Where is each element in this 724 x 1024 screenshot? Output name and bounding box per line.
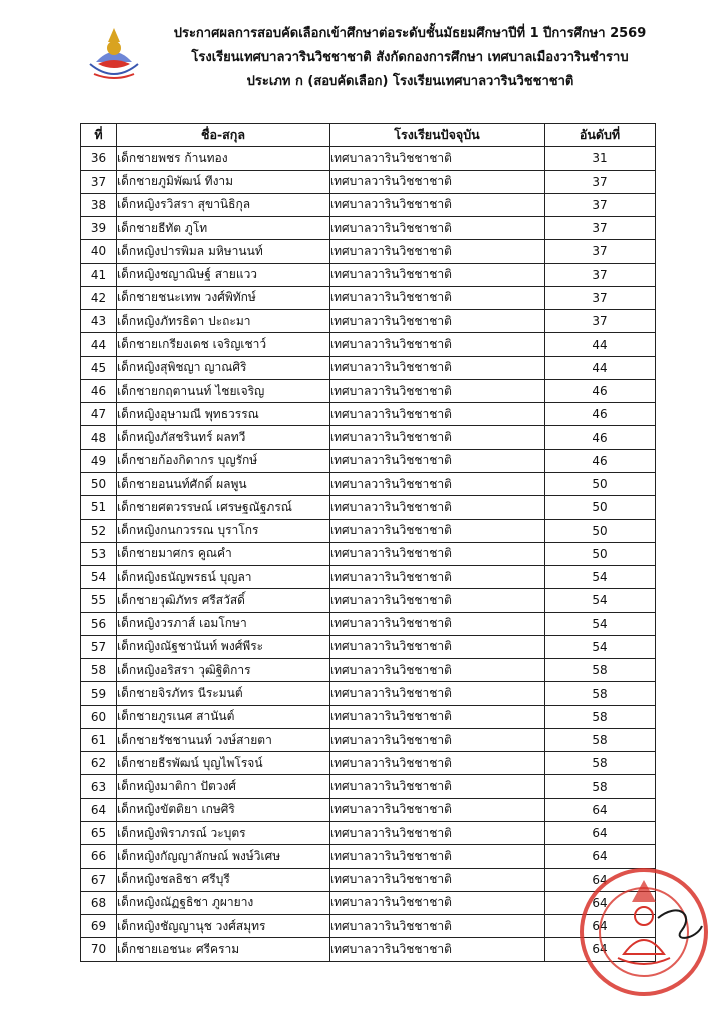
table-row xyxy=(81,728,656,751)
student-name: เด็กชายจิรภัทร นีระมนต์ xyxy=(117,682,330,705)
row-number: 58 xyxy=(81,659,117,682)
table-row xyxy=(81,938,656,961)
rank: 37 xyxy=(545,263,656,286)
current-school: เทศบาลวารินวิชชาชาติ xyxy=(330,379,545,402)
rank: 58 xyxy=(545,728,656,751)
table-row xyxy=(81,310,656,333)
row-number: 66 xyxy=(81,845,117,868)
row-number: 46 xyxy=(81,379,117,402)
row-number: 55 xyxy=(81,589,117,612)
rank: 46 xyxy=(545,403,656,426)
student-name: เด็กหญิงกนกวรรณ บุราโกร xyxy=(117,519,330,542)
table-row xyxy=(81,449,656,472)
current-school: เทศบาลวารินวิชชาชาติ xyxy=(330,868,545,891)
student-name: เด็กชายวุฒิภัทร ศรีสวัสดิ์ xyxy=(117,589,330,612)
table-row xyxy=(81,868,656,891)
rank: 44 xyxy=(545,356,656,379)
current-school: เทศบาลวารินวิชชาชาติ xyxy=(330,147,545,170)
current-school: เทศบาลวารินวิชชาชาติ xyxy=(330,589,545,612)
row-number: 65 xyxy=(81,821,117,844)
rank: 46 xyxy=(545,426,656,449)
rank: 50 xyxy=(545,472,656,495)
row-number: 57 xyxy=(81,635,117,658)
rank: 58 xyxy=(545,705,656,728)
column-header-school: โรงเรียนปัจจุบัน xyxy=(330,124,545,147)
current-school: เทศบาลวารินวิชชาชาติ xyxy=(330,472,545,495)
student-name: เด็กหญิงกัญญาลักษณ์ พงษ์วิเศษ xyxy=(117,845,330,868)
row-number: 45 xyxy=(81,356,117,379)
rank: 37 xyxy=(545,310,656,333)
rank: 64 xyxy=(545,868,656,891)
student-name: เด็กหญิงรวิสรา สุขานิธิกุล xyxy=(117,193,330,216)
current-school: เทศบาลวารินวิชชาชาติ xyxy=(330,635,545,658)
row-number: 69 xyxy=(81,915,117,938)
student-name: เด็กหญิงธนัญพรธน์ บุญลา xyxy=(117,566,330,589)
rank: 64 xyxy=(545,798,656,821)
student-name: เด็กหญิงภัสชรินทร์ ผลทวี xyxy=(117,426,330,449)
student-name: เด็กหญิงชลธิชา ศรีบุรี xyxy=(117,868,330,891)
table-row xyxy=(81,659,656,682)
row-number: 38 xyxy=(81,193,117,216)
row-number: 37 xyxy=(81,170,117,193)
rank: 37 xyxy=(545,217,656,240)
table-row xyxy=(81,263,656,286)
current-school: เทศบาลวารินวิชชาชาติ xyxy=(330,659,545,682)
student-name: เด็กชายรัชชานนท์ วงษ์สายตา xyxy=(117,728,330,751)
announcement-header xyxy=(150,22,670,94)
row-number: 52 xyxy=(81,519,117,542)
table-row xyxy=(81,798,656,821)
rank: 54 xyxy=(545,612,656,635)
current-school: เทศบาลวารินวิชชาชาติ xyxy=(330,752,545,775)
table-row xyxy=(81,845,656,868)
current-school: เทศบาลวารินวิชชาชาติ xyxy=(330,845,545,868)
rank: 58 xyxy=(545,752,656,775)
student-name: เด็กหญิงณัฐชานันท์ พงศ์พีระ xyxy=(117,635,330,658)
table-row xyxy=(81,217,656,240)
table-row xyxy=(81,589,656,612)
row-number: 42 xyxy=(81,286,117,309)
rank: 37 xyxy=(545,240,656,263)
row-number: 49 xyxy=(81,449,117,472)
current-school: เทศบาลวารินวิชชาชาติ xyxy=(330,240,545,263)
rank: 58 xyxy=(545,775,656,798)
rank: 64 xyxy=(545,845,656,868)
current-school: เทศบาลวารินวิชชาชาติ xyxy=(330,449,545,472)
row-number: 36 xyxy=(81,147,117,170)
current-school: เทศบาลวารินวิชชาชาติ xyxy=(330,915,545,938)
row-number: 56 xyxy=(81,612,117,635)
row-number: 39 xyxy=(81,217,117,240)
row-number: 48 xyxy=(81,426,117,449)
row-number: 68 xyxy=(81,891,117,914)
header-line-3: ประเภท ก (สอบคัดเลือก) โรงเรียนเทศบาลวารินวิชชาชาติ xyxy=(246,74,574,89)
row-number: 59 xyxy=(81,682,117,705)
student-name: เด็กชายก้องกิดากร บุญรักษ์ xyxy=(117,449,330,472)
rank: 58 xyxy=(545,682,656,705)
row-number: 63 xyxy=(81,775,117,798)
header-line-2: โรงเรียนเทศบาลวารินวิชชาชาติ สังกัดกองการศึกษา เทศบาลเมืองวารินชำราบ xyxy=(191,50,629,65)
current-school: เทศบาลวารินวิชชาชาติ xyxy=(330,682,545,705)
student-name: เด็กหญิงวรภาส์ เอมโกษา xyxy=(117,612,330,635)
current-school: เทศบาลวารินวิชชาชาติ xyxy=(330,217,545,240)
student-name: เด็กชายธีรพัฒน์ บุญไพโรจน์ xyxy=(117,752,330,775)
current-school: เทศบาลวารินวิชชาชาติ xyxy=(330,263,545,286)
row-number: 61 xyxy=(81,728,117,751)
student-name: เด็กชายชนะเทพ วงศ์พิทักษ์ xyxy=(117,286,330,309)
row-number: 40 xyxy=(81,240,117,263)
current-school: เทศบาลวารินวิชชาชาติ xyxy=(330,938,545,961)
student-name: เด็กชายอนนท์ศักดิ์ ผลพูน xyxy=(117,472,330,495)
student-name: เด็กชายเกรียงเดช เจริญเชาว์ xyxy=(117,333,330,356)
table-row xyxy=(81,635,656,658)
rank: 31 xyxy=(545,147,656,170)
student-name: เด็กชายศตวรรษณ์ เศรษฐณัฐภรณ์ xyxy=(117,496,330,519)
current-school: เทศบาลวารินวิชชาชาติ xyxy=(330,612,545,635)
table-row xyxy=(81,472,656,495)
rank: 44 xyxy=(545,333,656,356)
student-name: เด็กชายธีทัต ภูโท xyxy=(117,217,330,240)
current-school: เทศบาลวารินวิชชาชาติ xyxy=(330,426,545,449)
student-name: เด็กชายเอชนะ ศรีคราม xyxy=(117,938,330,961)
student-name: เด็กหญิงปารพิมล มหิษานนท์ xyxy=(117,240,330,263)
rank: 37 xyxy=(545,170,656,193)
current-school: เทศบาลวารินวิชชาชาติ xyxy=(330,566,545,589)
current-school: เทศบาลวารินวิชชาชาติ xyxy=(330,891,545,914)
row-number: 67 xyxy=(81,868,117,891)
table-row xyxy=(81,240,656,263)
row-number: 44 xyxy=(81,333,117,356)
rank: 46 xyxy=(545,379,656,402)
student-name: เด็กหญิงอริสรา วุฒิฐิติการ xyxy=(117,659,330,682)
column-header-name: ชื่อ-สกุล xyxy=(117,124,330,147)
table-row xyxy=(81,705,656,728)
rank: 37 xyxy=(545,193,656,216)
rank: 46 xyxy=(545,449,656,472)
row-number: 64 xyxy=(81,798,117,821)
student-name: เด็กชายกฤตานนท์ ไชยเจริญ xyxy=(117,379,330,402)
student-name: เด็กหญิงมาติกา ปัตวงศ์ xyxy=(117,775,330,798)
current-school: เทศบาลวารินวิชชาชาติ xyxy=(330,310,545,333)
rank: 54 xyxy=(545,635,656,658)
current-school: เทศบาลวารินวิชชาชาติ xyxy=(330,170,545,193)
table-row xyxy=(81,147,656,170)
table-row xyxy=(81,170,656,193)
rank: 64 xyxy=(545,938,656,961)
student-name: เด็กหญิงชัญญานุช วงศ์สมุทร xyxy=(117,915,330,938)
row-number: 51 xyxy=(81,496,117,519)
student-name: เด็กหญิงชญาณิษฐ์ สายแวว xyxy=(117,263,330,286)
table-row xyxy=(81,682,656,705)
table-row xyxy=(81,356,656,379)
rank: 50 xyxy=(545,519,656,542)
table-row xyxy=(81,193,656,216)
current-school: เทศบาลวารินวิชชาชาติ xyxy=(330,519,545,542)
current-school: เทศบาลวารินวิชชาชาติ xyxy=(330,728,545,751)
table-row xyxy=(81,821,656,844)
row-number: 53 xyxy=(81,542,117,565)
current-school: เทศบาลวารินวิชชาชาติ xyxy=(330,333,545,356)
rank: 37 xyxy=(545,286,656,309)
rank: 64 xyxy=(545,915,656,938)
official-stamp xyxy=(574,862,714,1002)
rank: 58 xyxy=(545,659,656,682)
rank: 54 xyxy=(545,589,656,612)
rank: 50 xyxy=(545,496,656,519)
student-name: เด็กหญิงสุพิชญา ญาณศิริ xyxy=(117,356,330,379)
row-number: 54 xyxy=(81,566,117,589)
rank: 50 xyxy=(545,542,656,565)
table-row xyxy=(81,379,656,402)
school-emblem-logo xyxy=(84,24,144,84)
row-number: 50 xyxy=(81,472,117,495)
column-header-rank: อันดับที่ xyxy=(545,124,656,147)
row-number: 70 xyxy=(81,938,117,961)
table-row xyxy=(81,915,656,938)
row-number: 47 xyxy=(81,403,117,426)
current-school: เทศบาลวารินวิชชาชาติ xyxy=(330,496,545,519)
student-name: เด็กชายภูรเนศ สานันต์ xyxy=(117,705,330,728)
student-name: เด็กชายมาศกร คูณคำ xyxy=(117,542,330,565)
current-school: เทศบาลวารินวิชชาชาติ xyxy=(330,193,545,216)
student-name: เด็กชายพชร ก้านทอง xyxy=(117,147,330,170)
table-row xyxy=(81,612,656,635)
table-header-row xyxy=(81,124,656,147)
current-school: เทศบาลวารินวิชชาชาติ xyxy=(330,356,545,379)
table-row xyxy=(81,286,656,309)
row-number: 60 xyxy=(81,705,117,728)
table-row xyxy=(81,566,656,589)
current-school: เทศบาลวารินวิชชาชาติ xyxy=(330,286,545,309)
row-number: 62 xyxy=(81,752,117,775)
table-row xyxy=(81,496,656,519)
row-number: 43 xyxy=(81,310,117,333)
table-row xyxy=(81,775,656,798)
student-name: เด็กชายภูมิพัฒน์ ทีงาม xyxy=(117,170,330,193)
current-school: เทศบาลวารินวิชชาชาติ xyxy=(330,403,545,426)
table-row xyxy=(81,403,656,426)
table-row xyxy=(81,891,656,914)
current-school: เทศบาลวารินวิชชาชาติ xyxy=(330,542,545,565)
row-number: 41 xyxy=(81,263,117,286)
student-name: เด็กหญิงภัทรธิดา ปะถะมา xyxy=(117,310,330,333)
results-table xyxy=(80,123,656,962)
rank: 54 xyxy=(545,566,656,589)
student-name: เด็กหญิงขัตติยา เกษศิริ xyxy=(117,798,330,821)
current-school: เทศบาลวารินวิชชาชาติ xyxy=(330,705,545,728)
table-row xyxy=(81,333,656,356)
header-line-1: ประกาศผลการสอบคัดเลือกเข้าศึกษาต่อระดับชั้นมัธยมศึกษาปีที่ 1 ปีการศึกษา 2569 xyxy=(173,26,647,41)
student-name: เด็กหญิงอุษามณี พุทธวรรณ xyxy=(117,403,330,426)
table-row xyxy=(81,519,656,542)
current-school: เทศบาลวารินวิชชาชาติ xyxy=(330,775,545,798)
current-school: เทศบาลวารินวิชชาชาติ xyxy=(330,821,545,844)
rank: 64 xyxy=(545,891,656,914)
student-name: เด็กหญิงณัฏฐธิชา ภูผายาง xyxy=(117,891,330,914)
table-row xyxy=(81,752,656,775)
table-row xyxy=(81,426,656,449)
table-row xyxy=(81,542,656,565)
current-school: เทศบาลวารินวิชชาชาติ xyxy=(330,798,545,821)
column-header-no: ที่ xyxy=(81,124,117,147)
student-name: เด็กหญิงพิราภรณ์ วะบุตร xyxy=(117,821,330,844)
rank: 64 xyxy=(545,821,656,844)
